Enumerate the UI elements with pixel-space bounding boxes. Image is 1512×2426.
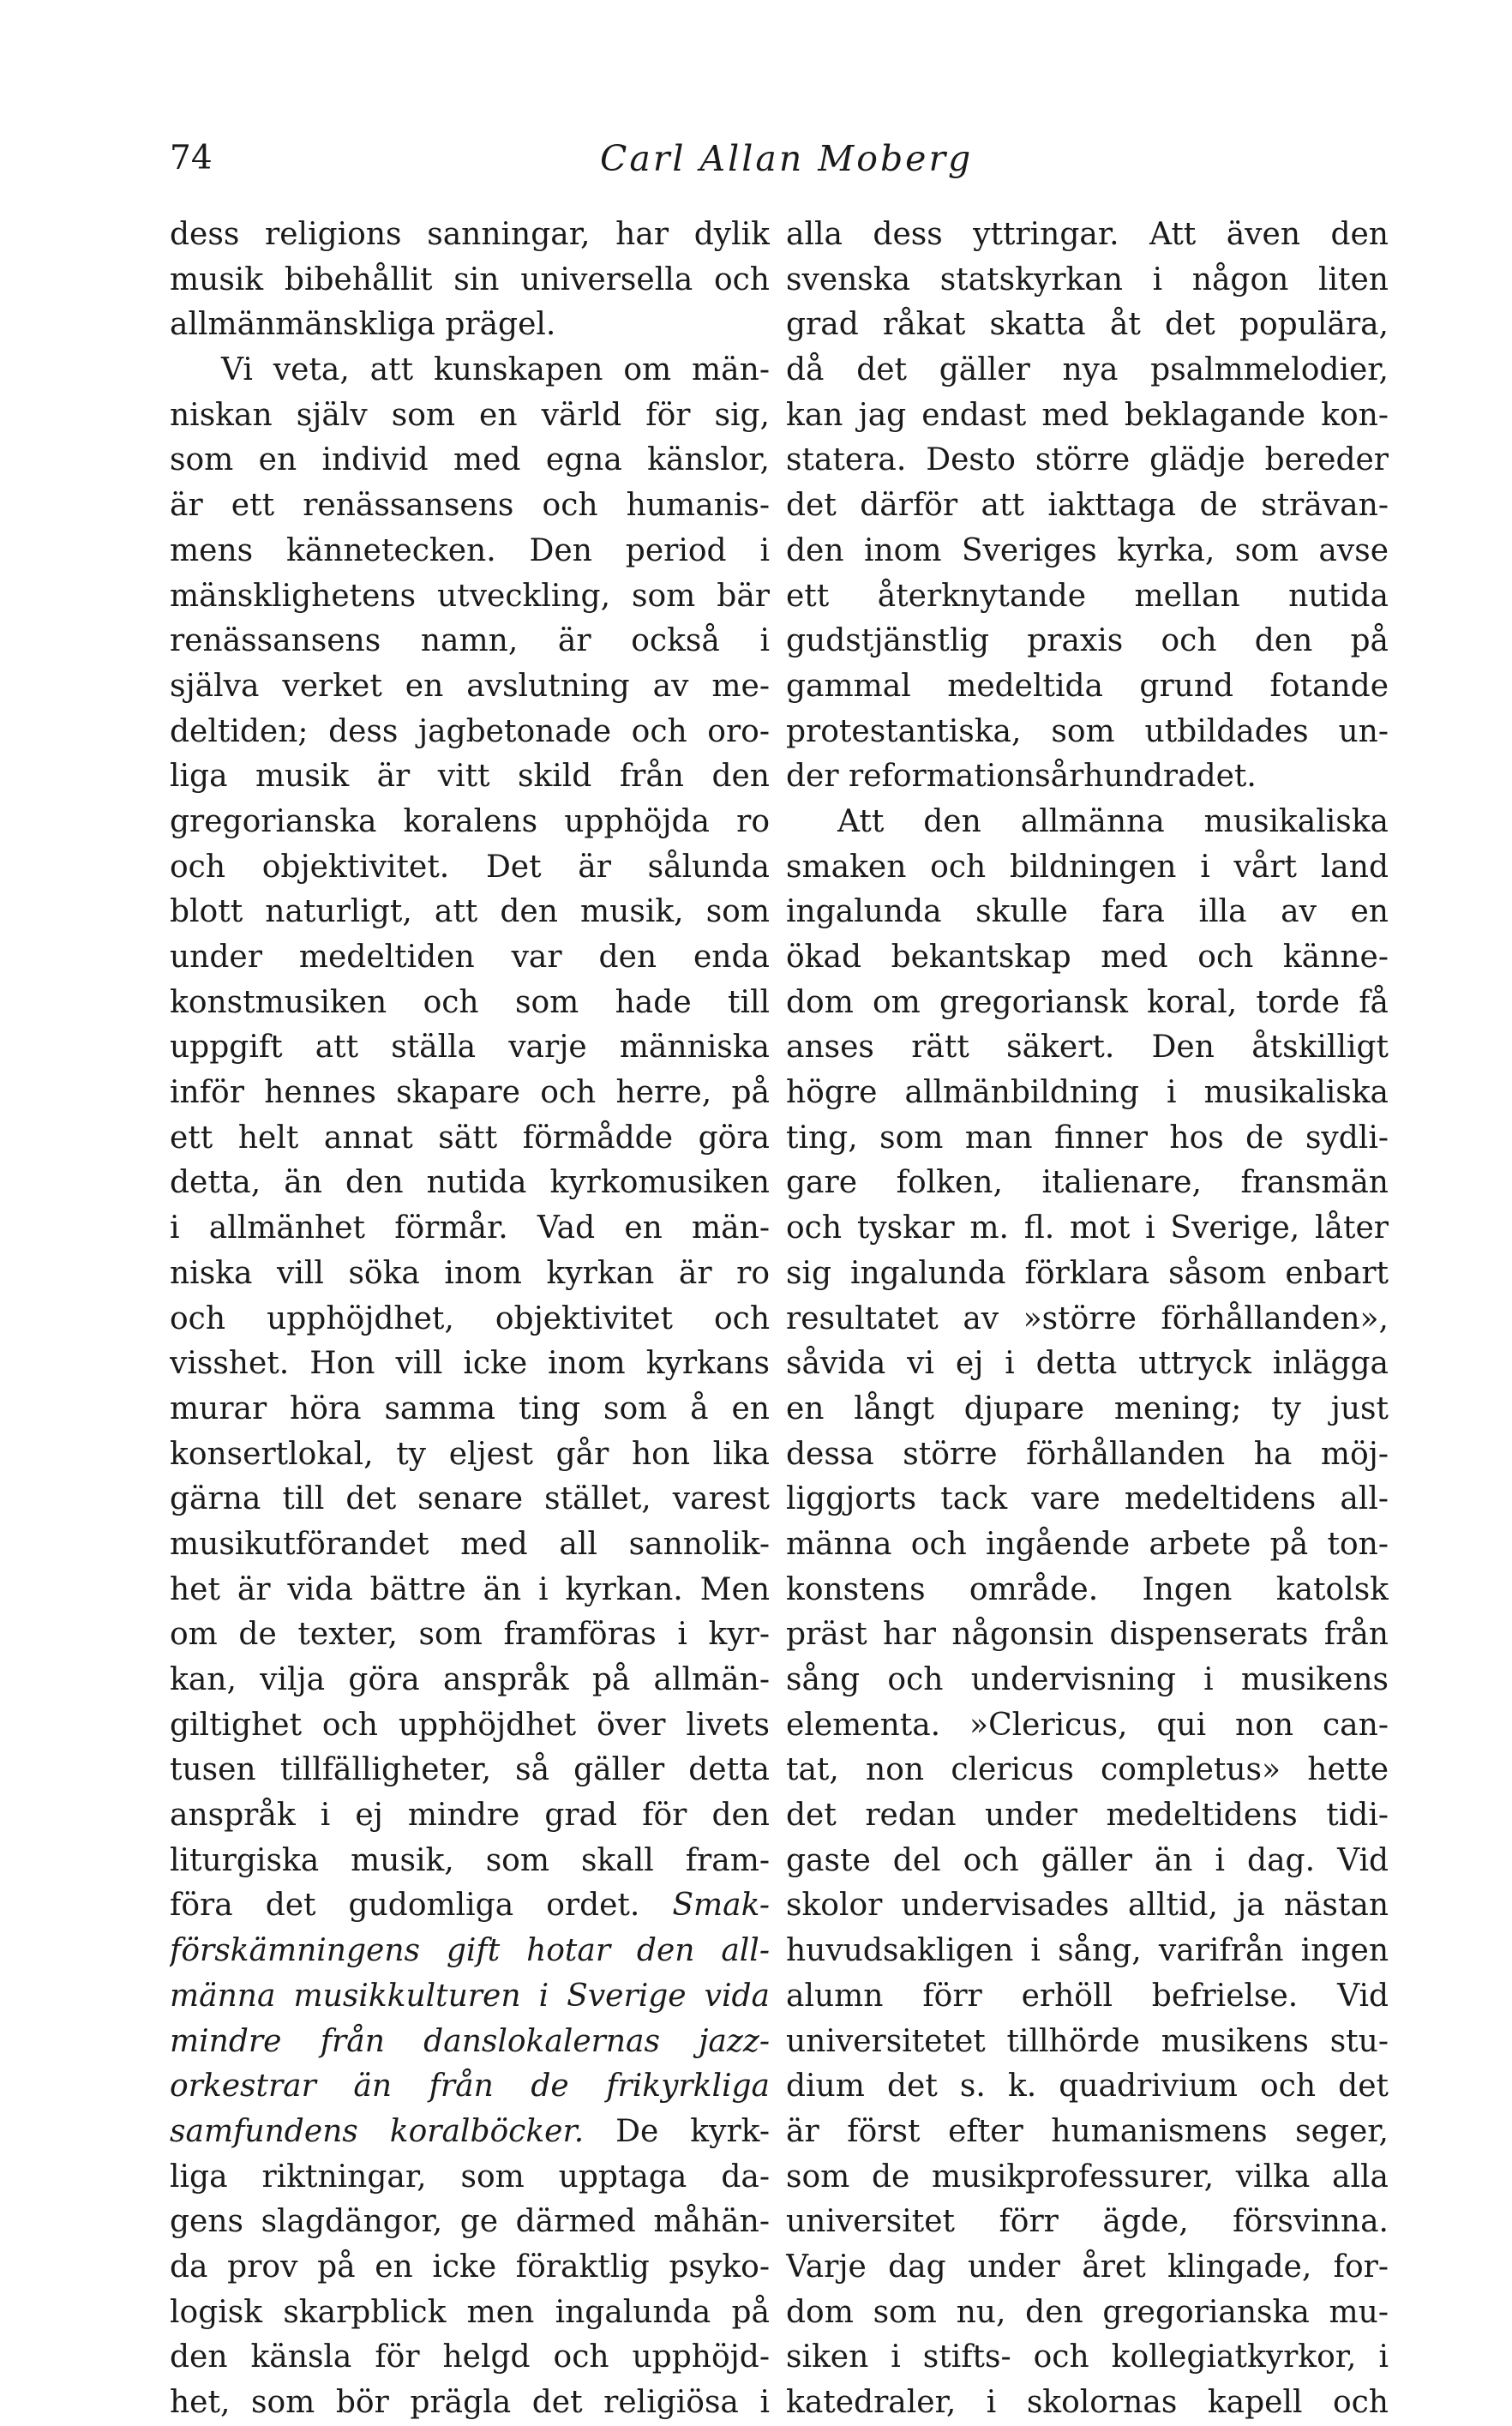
text-line bbox=[786, 1748, 1389, 1793]
text-line bbox=[786, 303, 1389, 348]
text-line bbox=[170, 1748, 770, 1793]
text-line bbox=[170, 1929, 770, 1974]
text-line bbox=[786, 1974, 1389, 2020]
text-line bbox=[786, 1206, 1389, 1252]
text-line bbox=[170, 935, 770, 981]
text-line bbox=[170, 2110, 770, 2155]
line-text: konsertlokal, ty eljest går hon lika bbox=[170, 1436, 770, 1472]
italic-text: förskämningens gift hotar den all- bbox=[170, 1933, 770, 1969]
text-line bbox=[170, 1522, 770, 1568]
line-text: elementa. »Clericus, qui non can- bbox=[786, 1707, 1389, 1743]
line-text: och objektivitet. Det är sålunda bbox=[170, 849, 770, 885]
text-line bbox=[786, 213, 1389, 258]
text-line bbox=[170, 529, 770, 574]
text-line bbox=[786, 529, 1389, 574]
line-text: liga riktningar, som upptaga da- bbox=[170, 2159, 770, 2195]
text-line bbox=[786, 438, 1389, 483]
line-text: under medeltiden var den enda bbox=[170, 940, 770, 975]
text-line bbox=[170, 483, 770, 529]
line-text: deltiden; dess jagbetonade och oro- bbox=[170, 713, 770, 749]
line-text: renässansens namn, är också i bbox=[170, 623, 770, 659]
line-text: som de musikprofessurer, vilka alla bbox=[786, 2159, 1389, 2195]
text-line bbox=[170, 1568, 770, 1613]
line-text: niskan själv som en värld för sig, bbox=[170, 397, 770, 433]
text-line bbox=[786, 2335, 1389, 2381]
line-text: gare folken, italienare, fransmän bbox=[786, 1165, 1389, 1201]
text-line bbox=[786, 1929, 1389, 1974]
text-line bbox=[170, 1974, 770, 2020]
line-text: liggjorts tack vare medeltidens all- bbox=[786, 1481, 1389, 1517]
text-line bbox=[786, 574, 1389, 620]
line-text: anspråk i ej mindre grad för den bbox=[170, 1798, 770, 1834]
text-line bbox=[786, 483, 1389, 529]
line-text: statera. Desto större glädje bereder bbox=[786, 442, 1389, 478]
line-text: da prov på en icke föraktlig psyko- bbox=[170, 2249, 770, 2285]
line-text: logisk skarpblick men ingalunda på bbox=[170, 2294, 770, 2330]
line-text: Att den allmänna musikaliska bbox=[837, 803, 1389, 839]
text-line bbox=[170, 619, 770, 664]
text-line bbox=[786, 1387, 1389, 1432]
line-text: dessa större förhållanden ha möj- bbox=[786, 1436, 1389, 1472]
line-text: liturgiska musik, som skall fram- bbox=[170, 1842, 770, 1878]
text-line bbox=[170, 800, 770, 845]
line-text: den känsla för helgd och upphöjd- bbox=[170, 2339, 770, 2375]
text-line bbox=[786, 1703, 1389, 1749]
line-text: präst har någonsin dispenserats från bbox=[786, 1617, 1389, 1653]
line-text: alumn förr erhöll befrielse. Vid bbox=[786, 1978, 1389, 2014]
text-line bbox=[786, 845, 1389, 891]
text-line bbox=[170, 710, 770, 755]
line-text: dium det s. k. quadrivium och det bbox=[786, 2069, 1389, 2105]
line-text: gärna till det senare stället, varest bbox=[170, 1481, 770, 1517]
line-text: kan, vilja göra anspråk på allmän- bbox=[170, 1662, 770, 1697]
text-line bbox=[786, 1658, 1389, 1703]
line-text: om de texter, som framföras i kyr- bbox=[170, 1617, 770, 1653]
line-text: allmänmänskliga prägel. bbox=[170, 307, 556, 343]
page-number: 74 bbox=[170, 139, 213, 177]
text-line bbox=[170, 1703, 770, 1749]
line-text: sig ingalunda förklara såsom enbart bbox=[786, 1255, 1389, 1291]
line-text: är ett renässansens och humanis- bbox=[170, 488, 770, 524]
line-text: inför hennes skapare och herre, på bbox=[170, 1075, 770, 1111]
line-text: såvida vi ej i detta uttryck inlägga bbox=[786, 1346, 1389, 1382]
line-text: Varje dag under året klingade, for- bbox=[786, 2249, 1389, 2285]
line-text: ett helt annat sätt förmådde göra bbox=[170, 1120, 770, 1156]
line-text: der reformationsårhundradet. bbox=[786, 759, 1257, 795]
line-text: alla dess yttringar. Att även den bbox=[786, 217, 1389, 252]
line-text: detta, än den nutida kyrkomusiken bbox=[170, 1165, 770, 1201]
line-text: som en individ med egna känslor, bbox=[170, 442, 770, 478]
text-line bbox=[170, 664, 770, 710]
text-line bbox=[786, 2155, 1389, 2201]
line-text: anses rätt säkert. Den åtskilligt bbox=[786, 1030, 1389, 1066]
text-line bbox=[170, 258, 770, 303]
line-text: huvudsakligen i sång, varifrån ingen bbox=[786, 1933, 1389, 1969]
text-line bbox=[170, 574, 770, 620]
text-line bbox=[170, 1252, 770, 1297]
text-line bbox=[786, 935, 1389, 981]
text-line bbox=[170, 2381, 770, 2426]
line-text: siken i stifts- och kollegiatkyrkor, i bbox=[786, 2339, 1389, 2375]
line-text: uppgift att ställa varje människa bbox=[170, 1030, 770, 1066]
text-line bbox=[786, 2110, 1389, 2155]
italic-text: männa musikkulturen i Sverige vida bbox=[170, 1978, 770, 2014]
line-text: gaste del och gäller än i dag. Vid bbox=[786, 1842, 1389, 1878]
line-text: Vi veta, att kunskapen om män- bbox=[221, 352, 770, 388]
text-line bbox=[170, 213, 770, 258]
text-line bbox=[170, 981, 770, 1026]
text-line bbox=[170, 1161, 770, 1206]
line-text: ökad bekantskap med och känne- bbox=[786, 940, 1389, 975]
text-line bbox=[170, 1071, 770, 1116]
text-line bbox=[170, 303, 770, 348]
line-text: giltighet och upphöjdhet över livets bbox=[170, 1707, 770, 1743]
line-text: grad råkat skatta åt det populära, bbox=[786, 307, 1389, 343]
text-line bbox=[170, 754, 770, 800]
line-text: då det gäller nya psalmmelodier, bbox=[786, 352, 1389, 388]
text-line bbox=[170, 1025, 770, 1071]
text-line bbox=[786, 1071, 1389, 1116]
line-text: gammal medeltida grund fotande bbox=[786, 668, 1389, 704]
line-text: gudstjänstlig praxis och den på bbox=[786, 623, 1389, 659]
text-line bbox=[786, 1161, 1389, 1206]
line-text: gens slagdängor, ge därmed måhän- bbox=[170, 2204, 770, 2240]
line-text: dess religions sanningar, har dylik bbox=[170, 217, 770, 252]
line-text: tat, non clericus completus» hette bbox=[786, 1752, 1389, 1788]
text-line bbox=[786, 2200, 1389, 2245]
italic-text: Smak- bbox=[672, 1888, 770, 1924]
text-line bbox=[786, 2245, 1389, 2291]
line-text: kan jag endast med beklagande kon- bbox=[786, 397, 1389, 433]
line-text: en långt djupare mening; ty just bbox=[786, 1390, 1389, 1426]
line-text: musik bibehållit sin universella och bbox=[170, 261, 770, 297]
line-text: mens kännetecken. Den period i bbox=[170, 532, 770, 568]
text-line bbox=[786, 1522, 1389, 1568]
text-line bbox=[786, 1116, 1389, 1162]
text-line bbox=[170, 2200, 770, 2245]
text-line bbox=[170, 438, 770, 483]
text-line bbox=[786, 1793, 1389, 1839]
running-head: Carl Allan Moberg bbox=[600, 138, 974, 179]
text-line bbox=[170, 2245, 770, 2291]
line-text: ingalunda skulle fara illa av en bbox=[786, 894, 1389, 930]
line-text: gregorianska koralens upphöjda ro bbox=[170, 803, 770, 839]
line-text: ett återknytande mellan nutida bbox=[786, 578, 1389, 614]
line-text: den inom Sveriges kyrka, som avse bbox=[786, 532, 1389, 568]
text-line bbox=[170, 393, 770, 439]
text-line bbox=[170, 1342, 770, 1387]
text-line bbox=[786, 1477, 1389, 1522]
text-line bbox=[786, 2381, 1389, 2426]
line-text: musikutförandet med all sannolik- bbox=[170, 1526, 770, 1562]
right-column bbox=[786, 213, 1389, 2426]
italic-text: mindre från danslokalernas jazz- bbox=[170, 2023, 770, 2059]
line-text: dom som nu, den gregorianska mu- bbox=[786, 2294, 1389, 2330]
text-line bbox=[170, 2291, 770, 2336]
line-text: murar höra samma ting som å en bbox=[170, 1390, 770, 1426]
line-text: visshet. Hon vill icke inom kyrkans bbox=[170, 1346, 770, 1382]
line-text: het, som bör prägla det religiösa i bbox=[170, 2385, 770, 2420]
line-text: universitetet tillhörde musikens stu- bbox=[786, 2023, 1389, 2059]
text-line bbox=[786, 1342, 1389, 1387]
text-line bbox=[170, 845, 770, 891]
text-line bbox=[786, 1883, 1389, 1929]
line-text: liga musik är vitt skild från den bbox=[170, 759, 770, 795]
text-line bbox=[786, 800, 1389, 845]
line-text: svenska statskyrkan i någon liten bbox=[786, 261, 1389, 297]
line-text: skolor undervisades alltid, ja nästan bbox=[786, 1888, 1389, 1924]
text-line bbox=[170, 348, 770, 393]
text-line bbox=[786, 1432, 1389, 1478]
text-line bbox=[786, 890, 1389, 935]
text-line bbox=[786, 1612, 1389, 1658]
text-line bbox=[170, 1839, 770, 1884]
italic-text: orkestrar än från de frikyrkliga bbox=[170, 2069, 770, 2105]
line-text: katedraler, i skolornas kapell och bbox=[786, 2385, 1389, 2420]
text-line bbox=[786, 664, 1389, 710]
line-text: är först efter humanismens seger, bbox=[786, 2113, 1389, 2149]
line-text: tusen tillfälligheter, så gäller detta bbox=[170, 1752, 770, 1788]
line-text: mänsklighetens utveckling, som bär bbox=[170, 578, 770, 614]
text-line bbox=[786, 1297, 1389, 1342]
text-line bbox=[786, 619, 1389, 664]
text-line bbox=[170, 1206, 770, 1252]
left-column bbox=[170, 213, 770, 2426]
text-line bbox=[786, 754, 1389, 800]
line-text: själva verket en avslutning av me- bbox=[170, 668, 770, 704]
line-text: männa och ingående arbete på ton- bbox=[786, 1526, 1389, 1562]
line-text: resultatet av »större förhållanden», bbox=[786, 1300, 1389, 1336]
line-text: i allmänhet förmår. Vad en män- bbox=[170, 1210, 770, 1246]
text-line bbox=[786, 393, 1389, 439]
text-line bbox=[170, 1612, 770, 1658]
line-text: och upphöjdhet, objektivitet och bbox=[170, 1300, 770, 1336]
line-text: protestantiska, som utbildades un- bbox=[786, 713, 1389, 749]
line-text: blott naturligt, att den musik, som bbox=[170, 894, 770, 930]
line-text: det redan under medeltidens tidi- bbox=[786, 1798, 1389, 1834]
line-text: föra det gudomliga ordet. bbox=[170, 1888, 640, 1924]
line-text: högre allmänbildning i musikaliska bbox=[786, 1075, 1389, 1111]
line-text: smaken och bildningen i vårt land bbox=[786, 849, 1389, 885]
text-line bbox=[786, 981, 1389, 1026]
text-line bbox=[170, 2155, 770, 2201]
text-line bbox=[170, 2064, 770, 2110]
text-line bbox=[786, 1568, 1389, 1613]
line-text: ting, som man finner hos de sydli- bbox=[786, 1120, 1389, 1156]
line-text: och tyskar m. fl. mot i Sverige, låter bbox=[786, 1210, 1389, 1246]
text-line bbox=[786, 2291, 1389, 2336]
text-line bbox=[170, 1658, 770, 1703]
line-text: sång och undervisning i musikens bbox=[786, 1662, 1389, 1697]
line-text: het är vida bättre än i kyrkan. Men bbox=[170, 1571, 770, 1607]
text-line bbox=[786, 2020, 1389, 2065]
line-text: universitet förr ägde, försvinna. bbox=[786, 2204, 1389, 2240]
line-text: dom om gregoriansk koral, torde få bbox=[786, 984, 1389, 1020]
text-line bbox=[170, 1116, 770, 1162]
text-line bbox=[170, 1387, 770, 1432]
text-line bbox=[786, 348, 1389, 393]
text-line bbox=[170, 1432, 770, 1478]
line-text: det därför att iakttaga de strävan- bbox=[786, 488, 1389, 524]
text-line bbox=[786, 710, 1389, 755]
text-line bbox=[786, 258, 1389, 303]
text-line bbox=[786, 1839, 1389, 1884]
line-text: konstmusiken och som hade till bbox=[170, 984, 770, 1020]
text-line bbox=[170, 1477, 770, 1522]
text-line bbox=[170, 1793, 770, 1839]
line-text: konstens område. Ingen katolsk bbox=[786, 1571, 1389, 1607]
line-text: niska vill söka inom kyrkan är ro bbox=[170, 1255, 770, 1291]
text-line bbox=[170, 890, 770, 935]
italic-text: samfundens koralböcker. bbox=[170, 2113, 585, 2149]
text-line bbox=[170, 1883, 770, 1929]
text-line bbox=[170, 2020, 770, 2065]
line-text: De kyrk- bbox=[615, 2113, 770, 2149]
text-line bbox=[786, 1252, 1389, 1297]
text-line bbox=[786, 1025, 1389, 1071]
text-line bbox=[170, 1297, 770, 1342]
text-line bbox=[786, 2064, 1389, 2110]
text-line bbox=[170, 2335, 770, 2381]
